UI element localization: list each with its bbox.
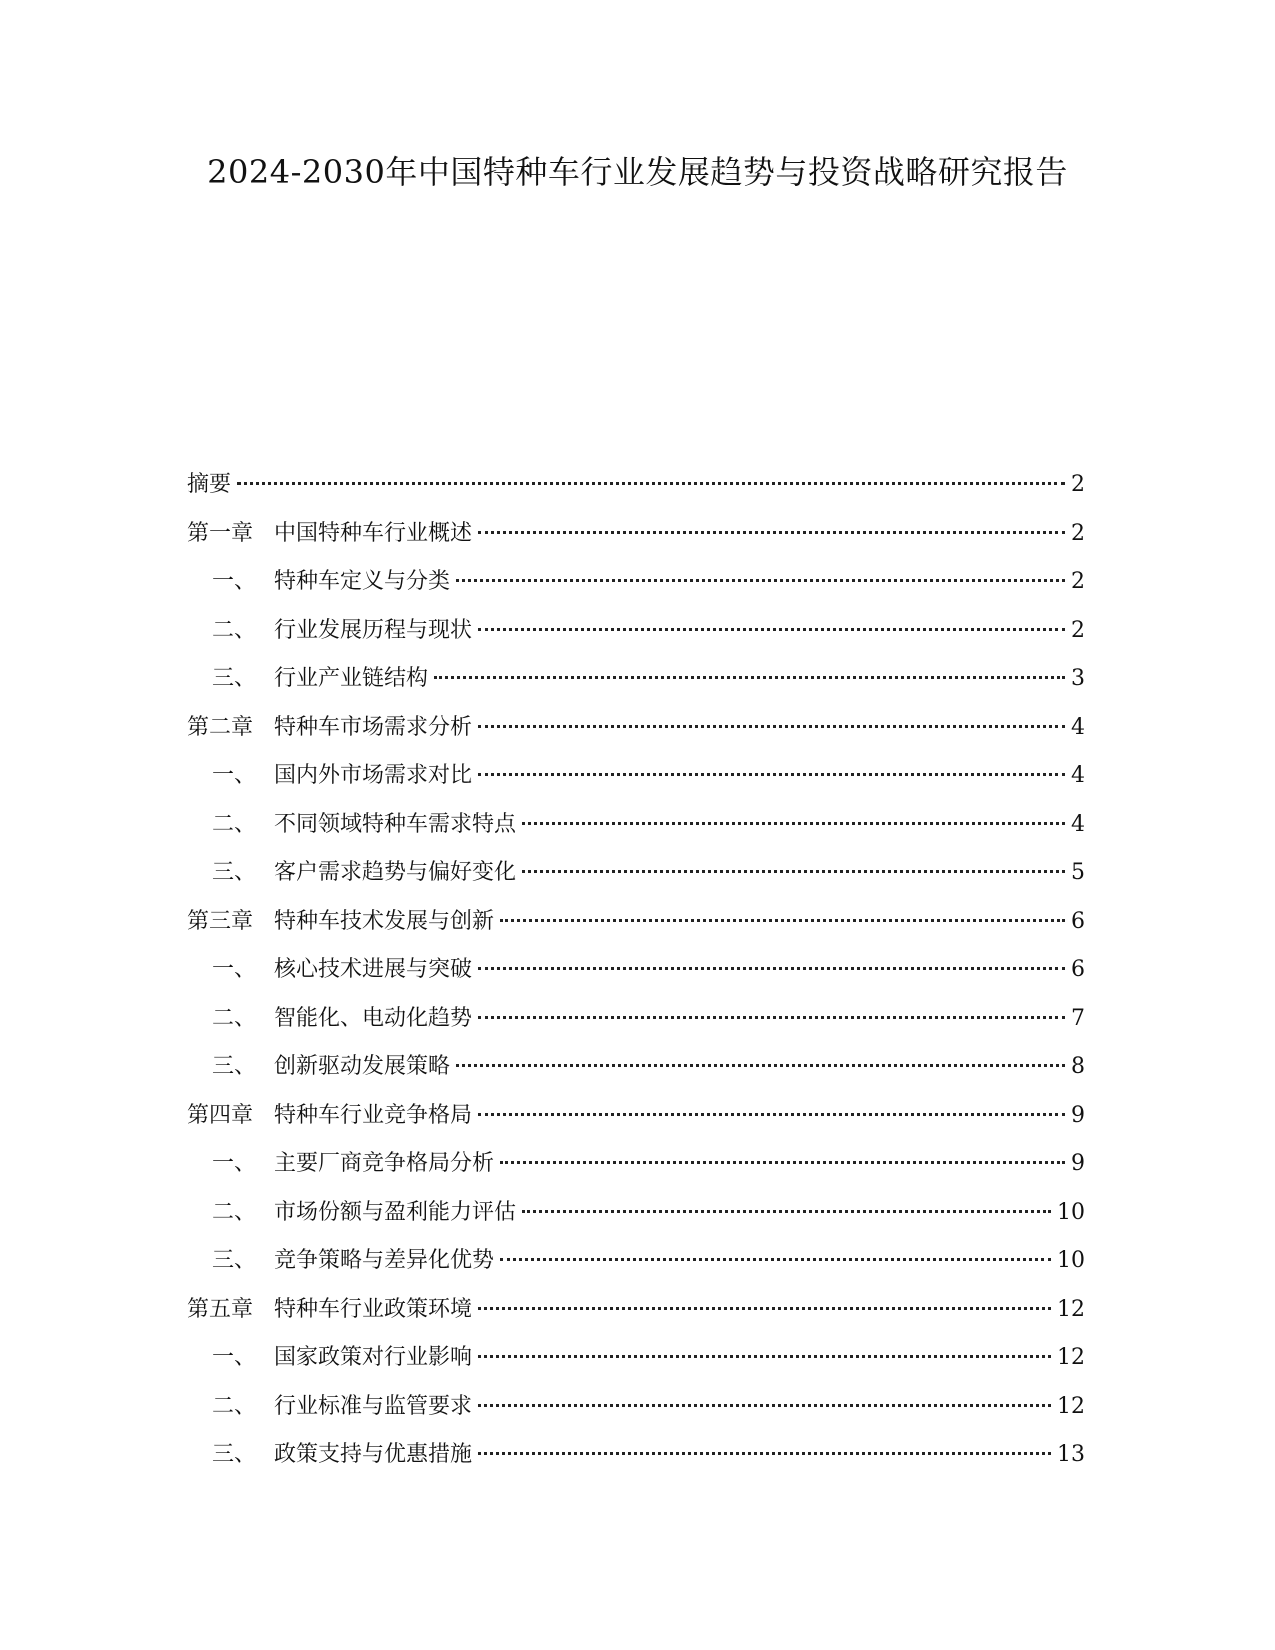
document-title: 2024-2030年中国特种车行业发展趋势与投资战略研究报告 xyxy=(207,153,1068,191)
toc-entry-number: 三、 xyxy=(212,1442,257,1467)
toc-page-number: 6 xyxy=(1071,957,1085,982)
toc-dot-leader xyxy=(478,725,1065,728)
toc-section-entry[interactable] xyxy=(187,1198,1085,1247)
toc-dot-leader xyxy=(478,1113,1065,1116)
toc-entry-title: 特种车市场需求分析 xyxy=(274,714,473,740)
toc-page-number: 3 xyxy=(1071,666,1085,691)
toc-dot-leader xyxy=(500,1161,1065,1164)
toc-entry-number: 二、 xyxy=(212,1199,257,1225)
toc-dot-leader xyxy=(478,1307,1051,1310)
toc-dot-leader xyxy=(478,1016,1065,1019)
toc-dot-leader xyxy=(522,1210,1051,1213)
toc-dot-leader xyxy=(500,919,1065,922)
toc-section-entry[interactable] xyxy=(187,1343,1085,1392)
toc-entry-number: 二、 xyxy=(212,1005,257,1031)
table-of-contents xyxy=(187,470,1085,1489)
toc-section-entry[interactable] xyxy=(187,955,1085,1004)
toc-dot-leader xyxy=(434,676,1065,679)
toc-entry-number: 三、 xyxy=(212,1248,257,1273)
toc-entry-number: 三、 xyxy=(212,860,257,885)
toc-entry-title: 特种车技术发展与创新 xyxy=(274,908,495,934)
toc-page-number: 6 xyxy=(1071,908,1085,934)
toc-entry-number: 二、 xyxy=(212,811,257,837)
toc-entry-number: 一、 xyxy=(212,1345,257,1370)
toc-section-entry[interactable] xyxy=(187,1149,1085,1198)
toc-chapter-entry[interactable] xyxy=(187,1101,1085,1150)
toc-entry-title: 创新驱动发展策略 xyxy=(274,1054,451,1079)
toc-page-number: 7 xyxy=(1071,1005,1085,1031)
toc-section-entry[interactable] xyxy=(187,761,1085,810)
toc-page-number: 2 xyxy=(1071,569,1085,594)
toc-page-number: 2 xyxy=(1071,472,1085,497)
toc-entry-number: 三、 xyxy=(212,666,257,691)
toc-entry-number: 第一章 xyxy=(187,520,254,546)
toc-dot-leader xyxy=(478,1452,1051,1455)
toc-dot-leader xyxy=(522,870,1065,873)
toc-section-entry[interactable] xyxy=(187,810,1085,859)
toc-section-entry[interactable] xyxy=(187,664,1085,713)
toc-entry-title: 国家政策对行业影响 xyxy=(274,1345,473,1370)
toc-page-number: 10 xyxy=(1057,1199,1085,1225)
toc-page-number: 5 xyxy=(1071,860,1085,885)
toc-dot-leader xyxy=(237,482,1065,485)
toc-entry-number: 第四章 xyxy=(187,1102,254,1128)
toc-entry-number: 一、 xyxy=(212,569,257,594)
toc-section-entry[interactable] xyxy=(187,1392,1085,1441)
toc-entry-number: 第五章 xyxy=(187,1296,254,1322)
toc-dot-leader xyxy=(478,773,1065,776)
toc-entry-number: 第二章 xyxy=(187,714,254,740)
toc-entry-title: 行业产业链结构 xyxy=(274,666,429,691)
toc-dot-leader xyxy=(456,579,1065,582)
toc-entry-title: 行业发展历程与现状 xyxy=(274,617,473,643)
toc-section-entry[interactable] xyxy=(187,1004,1085,1053)
toc-chapter-entry[interactable] xyxy=(187,1295,1085,1344)
toc-dot-leader xyxy=(500,1258,1051,1261)
toc-entry-number: 三、 xyxy=(212,1054,257,1079)
toc-entry-title: 国内外市场需求对比 xyxy=(274,763,473,788)
toc-page-number: 10 xyxy=(1057,1248,1085,1273)
toc-entry-number: 二、 xyxy=(212,617,257,643)
toc-dot-leader xyxy=(478,1355,1051,1358)
toc-dot-leader xyxy=(478,531,1065,534)
toc-entry-title: 市场份额与盈利能力评估 xyxy=(274,1199,517,1225)
toc-page-number: 12 xyxy=(1057,1296,1085,1322)
toc-page-number: 12 xyxy=(1057,1345,1085,1370)
toc-page-number: 12 xyxy=(1057,1393,1085,1419)
toc-section-entry[interactable] xyxy=(187,1052,1085,1101)
toc-page-number: 9 xyxy=(1071,1151,1085,1176)
toc-entry-number: 一、 xyxy=(212,1151,257,1176)
toc-page-number: 13 xyxy=(1057,1442,1085,1467)
toc-dot-leader xyxy=(478,628,1065,631)
toc-dot-leader xyxy=(522,822,1065,825)
toc-dot-leader xyxy=(478,1404,1051,1407)
toc-page-number: 2 xyxy=(1071,617,1085,643)
toc-section-entry[interactable] xyxy=(187,1440,1085,1489)
toc-entry-title: 摘要 xyxy=(187,472,232,497)
toc-entry-title: 特种车行业竞争格局 xyxy=(274,1102,473,1128)
toc-chapter-entry[interactable] xyxy=(187,713,1085,762)
toc-entry-title: 核心技术进展与突破 xyxy=(274,957,473,982)
toc-section-entry[interactable] xyxy=(187,858,1085,907)
toc-dot-leader xyxy=(456,1064,1065,1067)
toc-chapter-entry[interactable] xyxy=(187,907,1085,956)
toc-entry-title: 竞争策略与差异化优势 xyxy=(274,1248,495,1273)
toc-section-entry[interactable] xyxy=(187,567,1085,616)
toc-page-number: 2 xyxy=(1071,520,1085,546)
toc-entry-title: 智能化、电动化趋势 xyxy=(274,1005,473,1031)
toc-page-number: 9 xyxy=(1071,1102,1085,1128)
toc-entry-title: 政策支持与优惠措施 xyxy=(274,1442,473,1467)
toc-entry-title: 主要厂商竞争格局分析 xyxy=(274,1151,495,1176)
toc-entry-number: 一、 xyxy=(212,957,257,982)
toc-chapter-entry[interactable] xyxy=(187,519,1085,568)
toc-entry-title: 特种车行业政策环境 xyxy=(274,1296,473,1322)
toc-entry-title: 中国特种车行业概述 xyxy=(274,520,473,546)
toc-page-number: 4 xyxy=(1071,714,1085,740)
toc-section-entry[interactable] xyxy=(187,616,1085,665)
toc-entry-title: 客户需求趋势与偏好变化 xyxy=(274,860,517,885)
toc-page-number: 4 xyxy=(1071,763,1085,788)
toc-entry-number: 二、 xyxy=(212,1393,257,1419)
toc-page-number: 4 xyxy=(1071,811,1085,837)
toc-page-number: 8 xyxy=(1071,1054,1085,1079)
toc-entry-number: 一、 xyxy=(212,763,257,788)
toc-entry-title: 特种车定义与分类 xyxy=(274,569,451,594)
toc-entry-title: 不同领域特种车需求特点 xyxy=(274,811,517,837)
toc-entry-summary[interactable] xyxy=(187,470,1085,519)
toc-entry-number: 第三章 xyxy=(187,908,254,934)
toc-entry-title: 行业标准与监管要求 xyxy=(274,1393,473,1419)
toc-section-entry[interactable] xyxy=(187,1246,1085,1295)
toc-dot-leader xyxy=(478,967,1065,970)
